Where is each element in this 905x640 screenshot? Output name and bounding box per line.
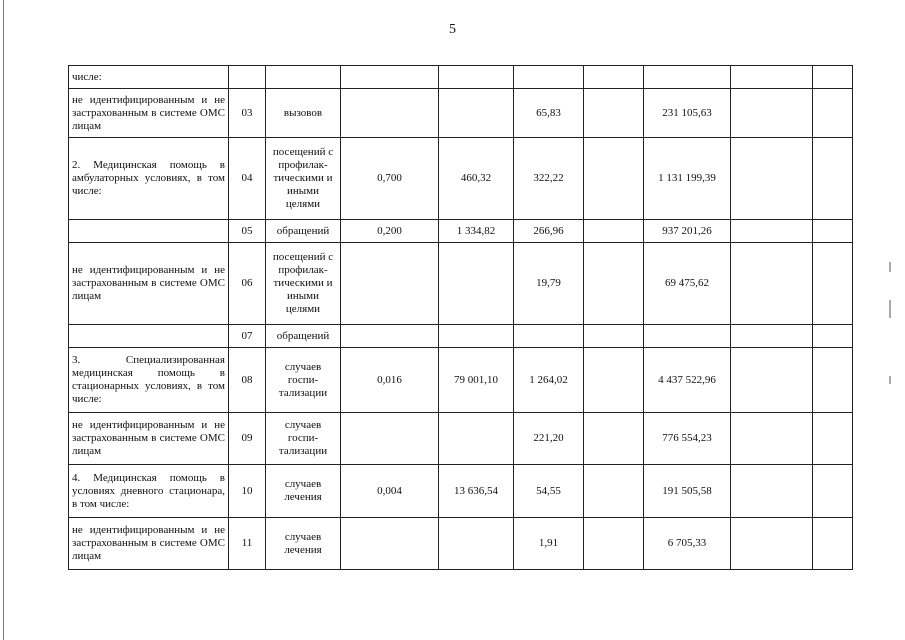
cell-col4: 0,200 — [341, 220, 439, 243]
row-unit: случаев лечения — [266, 518, 341, 570]
cell-col8: 1 131 199,39 — [644, 138, 731, 220]
page-number: 5 — [449, 22, 456, 37]
cell-col6: 65,83 — [514, 89, 584, 138]
row-name — [69, 325, 229, 348]
cell-col5 — [439, 325, 514, 348]
cell-col10 — [813, 66, 853, 89]
cell-col10 — [813, 465, 853, 518]
row-name: 3. Специализированная медицинская помощь в стационарных условиях, в том числе: — [69, 348, 229, 413]
row-unit — [266, 66, 341, 89]
cell-col7 — [584, 220, 644, 243]
margin-mark — [889, 262, 891, 272]
cell-col6: 19,79 — [514, 243, 584, 325]
cell-col4: 0,016 — [341, 348, 439, 413]
cell-col10 — [813, 220, 853, 243]
row-name: 2. Медицинская помощь в амбулаторных условиях, в том числе: — [69, 138, 229, 220]
cell-col8: 191 505,58 — [644, 465, 731, 518]
cell-col9 — [731, 138, 813, 220]
cell-col4: 0,004 — [341, 465, 439, 518]
cell-col5 — [439, 518, 514, 570]
row-code — [229, 66, 266, 89]
cell-col9 — [731, 89, 813, 138]
row-code: 07 — [229, 325, 266, 348]
cell-col4 — [341, 89, 439, 138]
cell-col10 — [813, 89, 853, 138]
cell-col10 — [813, 413, 853, 465]
cell-col6: 1,91 — [514, 518, 584, 570]
table-row — [69, 66, 853, 89]
row-unit: вызовов — [266, 89, 341, 138]
table-row — [69, 220, 853, 243]
cell-col10 — [813, 325, 853, 348]
cell-col5 — [439, 413, 514, 465]
cell-col9 — [731, 413, 813, 465]
cell-col8: 231 105,63 — [644, 89, 731, 138]
cell-col8: 4 437 522,96 — [644, 348, 731, 413]
row-unit: случаев лечения — [266, 465, 341, 518]
row-code: 09 — [229, 413, 266, 465]
table-row — [69, 138, 853, 220]
cell-col9 — [731, 465, 813, 518]
cell-col5: 79 001,10 — [439, 348, 514, 413]
cell-col6: 266,96 — [514, 220, 584, 243]
cell-col7 — [584, 348, 644, 413]
cell-col6: 221,20 — [514, 413, 584, 465]
cell-col5: 1 334,82 — [439, 220, 514, 243]
cell-col8 — [644, 325, 731, 348]
cell-col9 — [731, 518, 813, 570]
cell-col10 — [813, 138, 853, 220]
cell-col4 — [341, 325, 439, 348]
table-row — [69, 325, 853, 348]
table-row — [69, 348, 853, 413]
cell-col5 — [439, 89, 514, 138]
row-code: 10 — [229, 465, 266, 518]
row-unit: обращений — [266, 325, 341, 348]
row-name: не идентифицированным и не застрахованным в системе ОМС лицам — [69, 413, 229, 465]
cell-col7 — [584, 465, 644, 518]
cell-col6 — [514, 66, 584, 89]
margin-mark — [889, 376, 891, 384]
cell-col8: 69 475,62 — [644, 243, 731, 325]
cell-col5: 460,32 — [439, 138, 514, 220]
cell-col7 — [584, 413, 644, 465]
table-row — [69, 89, 853, 138]
cell-col4 — [341, 66, 439, 89]
cell-col6: 54,55 — [514, 465, 584, 518]
cell-col10 — [813, 243, 853, 325]
cell-col9 — [731, 66, 813, 89]
row-unit: случаев госпи-тализации — [266, 348, 341, 413]
cell-col10 — [813, 518, 853, 570]
cell-col7 — [584, 243, 644, 325]
cell-col9 — [731, 325, 813, 348]
data-table — [68, 65, 853, 570]
row-code: 06 — [229, 243, 266, 325]
table-row — [69, 413, 853, 465]
cell-col9 — [731, 243, 813, 325]
row-name: не идентифицированным и не застрахованным в системе ОМС лицам — [69, 89, 229, 138]
row-name: числе: — [69, 66, 229, 89]
table-row — [69, 243, 853, 325]
cell-col4 — [341, 243, 439, 325]
cell-col8 — [644, 66, 731, 89]
cell-col9 — [731, 220, 813, 243]
cell-col9 — [731, 348, 813, 413]
cell-col10 — [813, 348, 853, 413]
row-name — [69, 220, 229, 243]
cell-col7 — [584, 89, 644, 138]
row-code: 04 — [229, 138, 266, 220]
row-code: 03 — [229, 89, 266, 138]
cell-col7 — [584, 518, 644, 570]
cell-col6: 1 264,02 — [514, 348, 584, 413]
cell-col5 — [439, 243, 514, 325]
row-code: 11 — [229, 518, 266, 570]
row-name: 4. Медицинская помощь в условиях дневного стационара, в том числе: — [69, 465, 229, 518]
page-edge-line — [3, 0, 4, 640]
row-unit: посещений с профилак-тическими и иными целями — [266, 243, 341, 325]
row-name: не идентифицированным и не застрахованным в системе ОМС лицам — [69, 243, 229, 325]
cell-col5: 13 636,54 — [439, 465, 514, 518]
cell-col7 — [584, 66, 644, 89]
row-unit: посещений с профилак-тическими и иными целями — [266, 138, 341, 220]
cell-col4 — [341, 413, 439, 465]
cell-col7 — [584, 325, 644, 348]
table-row — [69, 518, 853, 570]
cell-col4: 0,700 — [341, 138, 439, 220]
cell-col6: 322,22 — [514, 138, 584, 220]
cell-col8: 937 201,26 — [644, 220, 731, 243]
row-unit: случаев госпи-тализации — [266, 413, 341, 465]
table-row — [69, 465, 853, 518]
cell-col8: 6 705,33 — [644, 518, 731, 570]
cell-col4 — [341, 518, 439, 570]
row-code: 05 — [229, 220, 266, 243]
cell-col6 — [514, 325, 584, 348]
row-unit: обращений — [266, 220, 341, 243]
cell-col8: 776 554,23 — [644, 413, 731, 465]
row-code: 08 — [229, 348, 266, 413]
margin-mark — [889, 300, 891, 318]
cell-col5 — [439, 66, 514, 89]
cell-col7 — [584, 138, 644, 220]
row-name: не идентифицированным и не застрахованным в системе ОМС лицам — [69, 518, 229, 570]
